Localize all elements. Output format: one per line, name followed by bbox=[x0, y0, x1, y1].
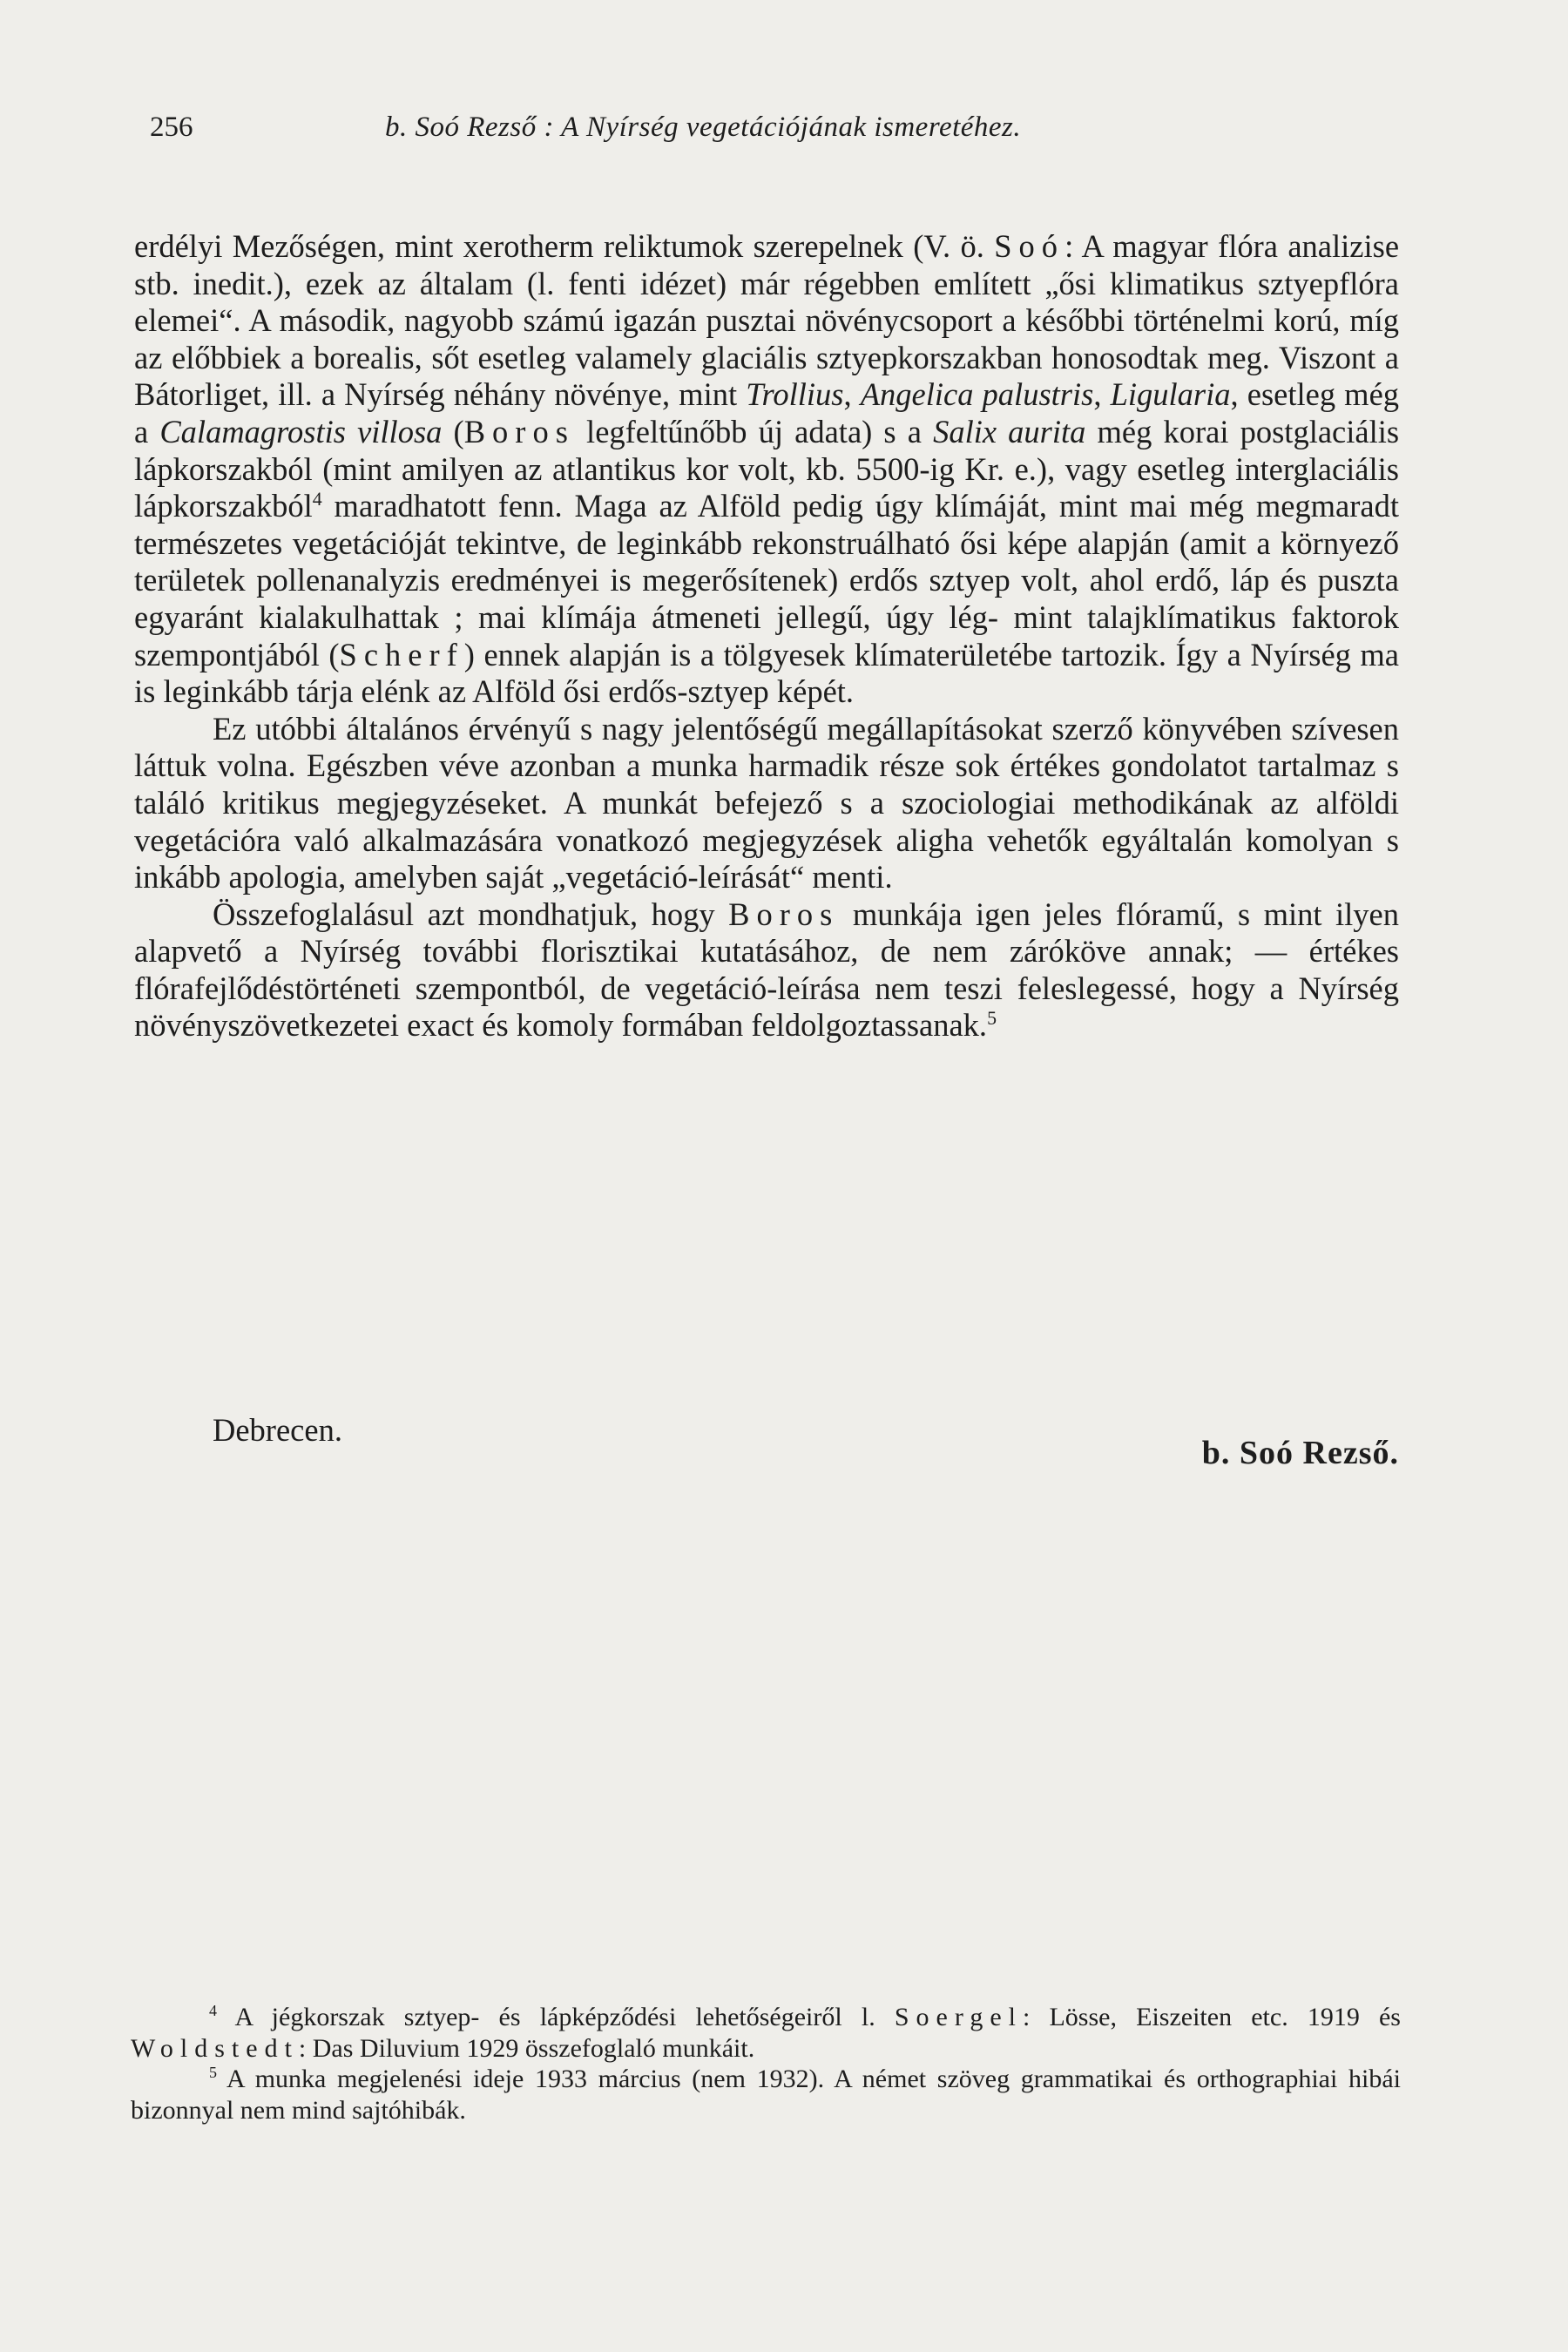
text-run: , bbox=[843, 376, 852, 413]
text-run: munkája igen jeles flóramű, s mint ilyen alapvető a Nyírség további florisztikai kutatásához, de nem záróköve annak; — értékes flórafejlődéstörténeti szempontból, de vegetáció-leírása nem teszi feleslegessé, hogy a Nyírség növényszövetkezetei exact és komoly formában feldolgoztassanak. bbox=[134, 896, 1399, 1044]
paragraph-2: Ez utóbbi általános érvényű s nagy jelentőségű megállapításokat szerző könyvében szívesen láttuk volna. Egészben véve azonban a munka harmadik része sok értékes gondolatot tartalmaz s találó kritikus megjegyzéseket. A munkát befejező s a szociologiai methodikának az alföldi vegetációra való alkalmazására vonatkozó megjegyzések aligha vehetők egyáltalán komolyan s inkább apologia, amelyben saját „vegetáció-leírását“ menti. bbox=[134, 710, 1399, 896]
signoff bbox=[134, 1411, 1399, 1471]
taxon-name: Calamagrostis villosa bbox=[159, 413, 443, 449]
text-run: A jégkorszak sztyep- és lápképződési lehetőségeiről l. bbox=[234, 2003, 875, 2031]
text-run: : Lösse, Eiszeiten etc. 1919 és bbox=[1022, 2003, 1401, 2031]
text-run: még korai postglaciális lápkorszakból (mint amilyen az atlantikus kor volt, kb. 5500-ig Kr. e.), vagy esetleg interglaciális lápkorszakból bbox=[134, 413, 1400, 524]
taxon-name: Salix aurita bbox=[933, 413, 1086, 449]
body-text bbox=[134, 228, 1399, 1044]
footnote-5 bbox=[131, 2064, 1401, 2126]
taxon-name: Trollius bbox=[746, 376, 844, 413]
footnote-ref-5: 5 bbox=[987, 1007, 997, 1030]
text-run: , esetleg még a bbox=[134, 376, 1400, 449]
paragraph-3 bbox=[134, 896, 1399, 1044]
page-number: 256 bbox=[150, 112, 193, 143]
footnote-ref-4: 4 bbox=[312, 488, 322, 510]
footnote-mark: 4 bbox=[209, 2002, 217, 2020]
author-name-soergel: Soergel bbox=[894, 2003, 1023, 2031]
paragraph-1: erdélyi Mezőségen, mint xerotherm reliktumok szerepelnek (V. ö. Soó: A magyar flóra analizise stb. inedit.), ezek az általam (l. fenti idézet) már régebben említett „ősi klimatikus sztyepflóra elemei“. A második, nagyobb számú igazán pusztai növénycsoport a későbbi történelmi korú, míg az előbbiek a borealis, sőt esetleg valamely glaciális sztyepkorszakban honosodtak meg. Viszont a Bátorliget, ill. a Nyírség néhány növénye, mint Trollius, Angelica palustris, Ligularia, esetleg még a Calamagrostis villosa (Boros legfeltűnőbb új adata) s a Salix aurita még korai postglaciális lápkorszakból (mint amilyen az atlantikus kor volt, kb. 5500-ig Kr. e.), vagy esetleg interglaciális lápkorszakból$^4$ maradhatott fenn. Maga az Alföld pedig úgy klímáját, mint mai még megmaradt természetes vegetációját tekintve, de leginkább rekonstruálható ősi képe alapján (amit a környező területek pollenanalyzis eredményei is megerősítenek) erdős sztyep volt, ahol erdő, láp és puszta egyaránt kialakulhattak ; mai klímája átmeneti jellegű, úgy lég- mint talajklímatikus faktorok szempontjából (Scherf) ennek alapján is a tölgyesek klímaterületébe tartozik. Így a Nyírség ma is leginkább tárja elénk az Alföld ősi erdős-sztyep képét. bbox=[134, 228, 1400, 710]
place-name: Debrecen. bbox=[213, 1412, 342, 1448]
text-run: legfeltűnőbb új adata) s a bbox=[586, 413, 922, 449]
author-name-soo: Soó bbox=[994, 228, 1065, 264]
footnote-mark: 5 bbox=[209, 2064, 217, 2082]
taxon-name: Angelica palustris bbox=[860, 376, 1094, 413]
author-name-scherf: Scherf bbox=[339, 636, 464, 672]
text-run: Összefoglalásul azt mondhatjuk, hogy bbox=[213, 896, 715, 932]
running-head-title: b. Soó Rezső : A Nyírség vegetációjának ismeretéhez. bbox=[385, 112, 1022, 143]
text-run: : A magyar flóra analizise stb. inedit.), ezek az általam (l. fenti idézet) már régebben említett „ősi klimatikus sztyepflóra elemei“. A második, nagyobb számú igazán pusztai növénycsoport a későbbi történelmi korú, míg az előbbiek a borealis, sőt esetleg valamely glaciális sztyepkorszakban honosodtak meg. Viszont a Bátorliget, ill. a Nyírség néhány növénye, mint bbox=[134, 228, 1400, 413]
author-name-woldstedt: Woldstedt bbox=[131, 2033, 299, 2063]
text-run: maradhatott fenn. Maga az Alföld pedig úgy klímáját, mint mai még megmaradt természetes vegetációját tekintve, de leginkább rekonstruálható ősi képe alapján (amit a környező területek pollenanalyzis eredményei is megerősítenek) erdős sztyep volt, ahol erdő, láp és puszta egyaránt kialakulhattak ; mai klímája átmeneti jellegű, úgy lég- mint talajklímatikus faktorok szempontjából ( bbox=[134, 488, 1400, 672]
author-name-boros: Boros bbox=[463, 413, 575, 449]
author-signature: b. Soó Rezső. bbox=[1201, 1435, 1399, 1471]
text-run: ) ennek alapján is a tölgyesek klímaterületébe tartozik. Így a Nyírség ma is leginkább tárja elénk az Alföld ősi erdős-sztyep képét. bbox=[134, 636, 1400, 710]
text-run: , bbox=[1093, 376, 1102, 413]
author-name-boros: Boros bbox=[728, 896, 840, 932]
running-header bbox=[150, 106, 1404, 150]
text-run: erdélyi Mezőségen, mint xerotherm reliktumok szerepelnek (V. ö. bbox=[134, 228, 984, 264]
text-run: A munka megjelenési ideje 1933 március (nem 1932). A német szöveg grammatikai és orthographiai hibái bizonnyal nem mind sajtóhibák. bbox=[131, 2065, 1401, 2125]
taxon-name: Ligularia bbox=[1110, 376, 1231, 413]
text-run: : Das Diluvium 1929 összefoglaló munkáit. bbox=[298, 2033, 755, 2063]
footnotes bbox=[131, 2002, 1401, 2126]
footnote-4 bbox=[131, 2002, 1401, 2064]
